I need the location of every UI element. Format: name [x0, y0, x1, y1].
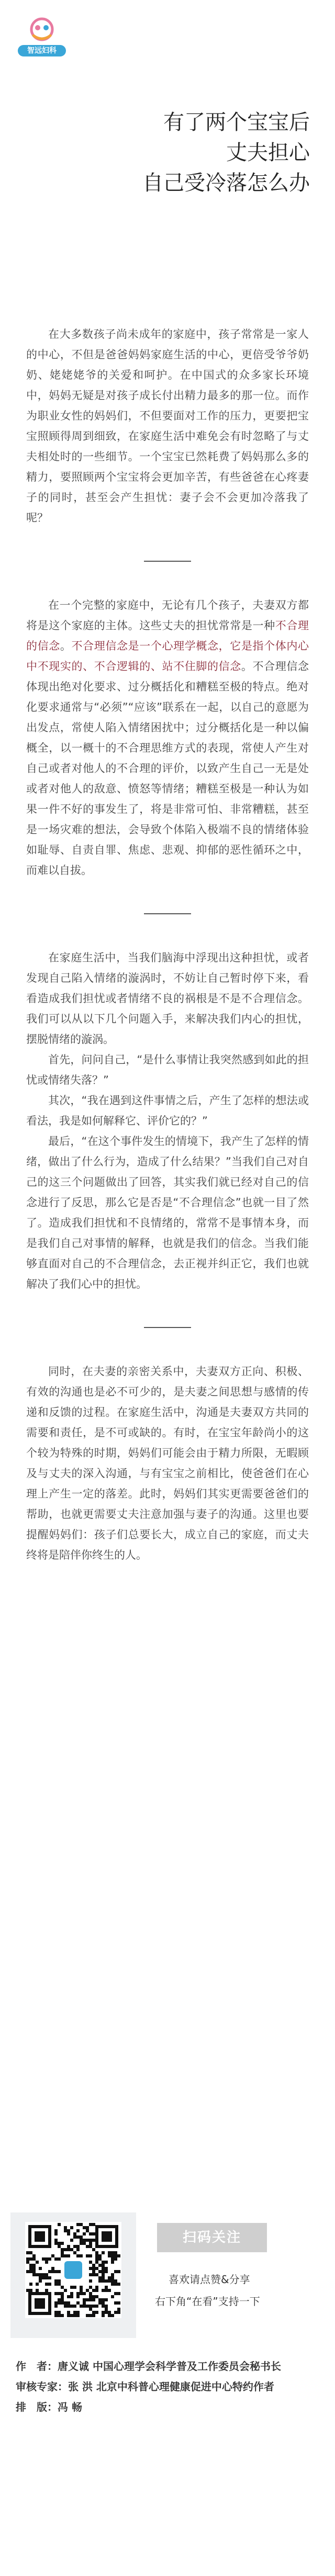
in-view-support-text: 右下角“在看”支持一下	[155, 2295, 260, 2308]
credit-editor: 排 版：冯 畅	[16, 2401, 82, 2413]
paragraph-text: 。	[60, 640, 72, 652]
qr-frame	[10, 2212, 136, 2338]
paragraph-first: 首先，问问自己，“是什么事情让我突然感到如此的担忧或情绪失落？”	[26, 1053, 309, 1086]
paragraph-last: 最后，“在这个事件发生的情境下，我产生了怎样的情绪，做出了什么行为，造成了什么结果？”当我们自己对自己的这三个问题做出了回答，其实我们就已经对自己的信念进行了反思，那么它是否是“不合理信念”也就一目了然了。造成我们担忧和不良情绪的，常常不是事情本身，而是我们自己对事情的解释，也就是我们的信念。当我们能够直面对自己的不合理信念，去正视并纠正它，我们也就解决了我们心中的担忧。	[26, 1135, 309, 1290]
section-divider	[144, 913, 191, 914]
credits	[16, 2356, 319, 2418]
section-divider	[144, 1327, 191, 1328]
scan-follow-label: 扫码关注	[157, 2223, 267, 2252]
brand-logo-text: 智远妇科	[18, 45, 66, 56]
qr-code[interactable]	[25, 2222, 121, 2318]
credit-reviewer: 审核专家：张 洪 北京中科普心理健康促进中心特约作者	[16, 2380, 274, 2393]
section-divider	[144, 561, 191, 562]
title-line: 丈夫担心	[226, 141, 310, 165]
title-line: 自己受冷落怎么办	[142, 171, 310, 195]
brand-logo	[18, 17, 66, 60]
article-body	[26, 324, 309, 1565]
qr-section	[0, 2212, 335, 2343]
qr-center-logo-icon	[63, 2260, 84, 2280]
paragraph-second: 其次，“我在遇到这件事情之后，产生了怎样的想法或看法，我是如何解释它、评价它的？”	[26, 1094, 309, 1127]
family-logo-icon	[18, 17, 66, 46]
paragraph-text: 在一个完整的家庭中，无论有几个孩子，夫妻双方都将是这个家庭的主体。这些丈夫的担忧常常是一种	[26, 599, 309, 632]
paragraph-intro: 在大多数孩子尚未成年的家庭中，孩子常常是一家人的中心，不但是爸爸妈妈家庭生活的中心，更倍受爷爷奶奶、姥姥姥爷的关爱和呵护。在中国式的众多家长环境中，妈妈无疑是对孩子成长付出精力最多的那一位。而作为职业女性的妈妈们，不但要面对工作的压力，更要把宝宝照顾得周到细致，在家庭生活中难免会有时忽略了与丈夫相处时的一些细节。一个宝宝已然耗费了妈妈那么多的精力，要照顾两个宝宝将会更加辛苦，有些爸爸在心疼妻子的同时，甚至会产生担忧：妻子会不会更加冷落我了呢？	[26, 328, 309, 524]
paragraph-irrational-belief	[26, 595, 309, 881]
paragraph-text: 。不合理信念体现出绝对化要求、过分概括化和糟糕至极的特点。绝对化要求通常与“必须”“应该”联系在一起，以自己的意愿为出发点，常使人陷入情绪困扰中；过分概括化是一种以偏概全，以一概十的不合理思维方式的表现，常使人产生对自己或者对他人的不合理的评价，以致产生自己一无是处或者对他人的敌意、愤怒等情绪；糟糕至极是一种认为如果一件不好的事发生了，将是非常可怕、非常糟糕，甚至是一场灾难的想法，会导致个体陷入极端不良的情绪体验如耻辱、自责自罪、焦虑、悲观、抑郁的恶性循环之中，而难以自拔。	[26, 660, 309, 877]
highlight-text: 不合理信念是一个心理学概念，它是指个体内心中不现实的、不合逻辑的、站不住脚的信念	[26, 640, 309, 673]
page-title	[100, 107, 310, 198]
credit-author: 作 者：唐义诚 中国心理学会科学普及工作委员会秘书长	[16, 2360, 281, 2373]
title-line: 有了两个宝宝后	[163, 110, 310, 134]
paragraph-reflection: 在家庭生活中，当我们脑海中浮现出这种担忧，或者发现自己陷入情绪的漩涡时，不妨让自己暂时停下来，看看造成我们担忧或者情绪不良的祸根是不是不合理信念。我们可以从以下几个问题入手，来解决我们内心的担忧，摆脱情绪的漩涡。	[26, 951, 309, 1046]
highlight-text: 不合理的信念	[26, 619, 309, 652]
like-share-text: 喜欢请点赞&分享	[169, 2273, 250, 2286]
paragraph-communication: 同时，在夫妻的亲密关系中，夫妻双方正向、积极、有效的沟通也是必不可少的，是夫妻之间思想与感情的传递和反馈的过程。在家庭生活中，沟通是夫妻双方共同的需要和责任，是不可或缺的。有时，在宝宝年龄尚小的这个较为特殊的时期，妈妈们可能会由于精力所限，无暇顾及与丈夫的深入沟通，与有宝宝之前相比，使爸爸们在心理上产生一定的落差。此时，妈妈们其实更需要爸爸们的帮助，也就更需要丈夫注意加强与妻子的沟通。这里也要提醒妈妈们：孩子们总要长大，成立自己的家庭，而丈夫终将是陪伴你终生的人。	[26, 1365, 309, 1561]
